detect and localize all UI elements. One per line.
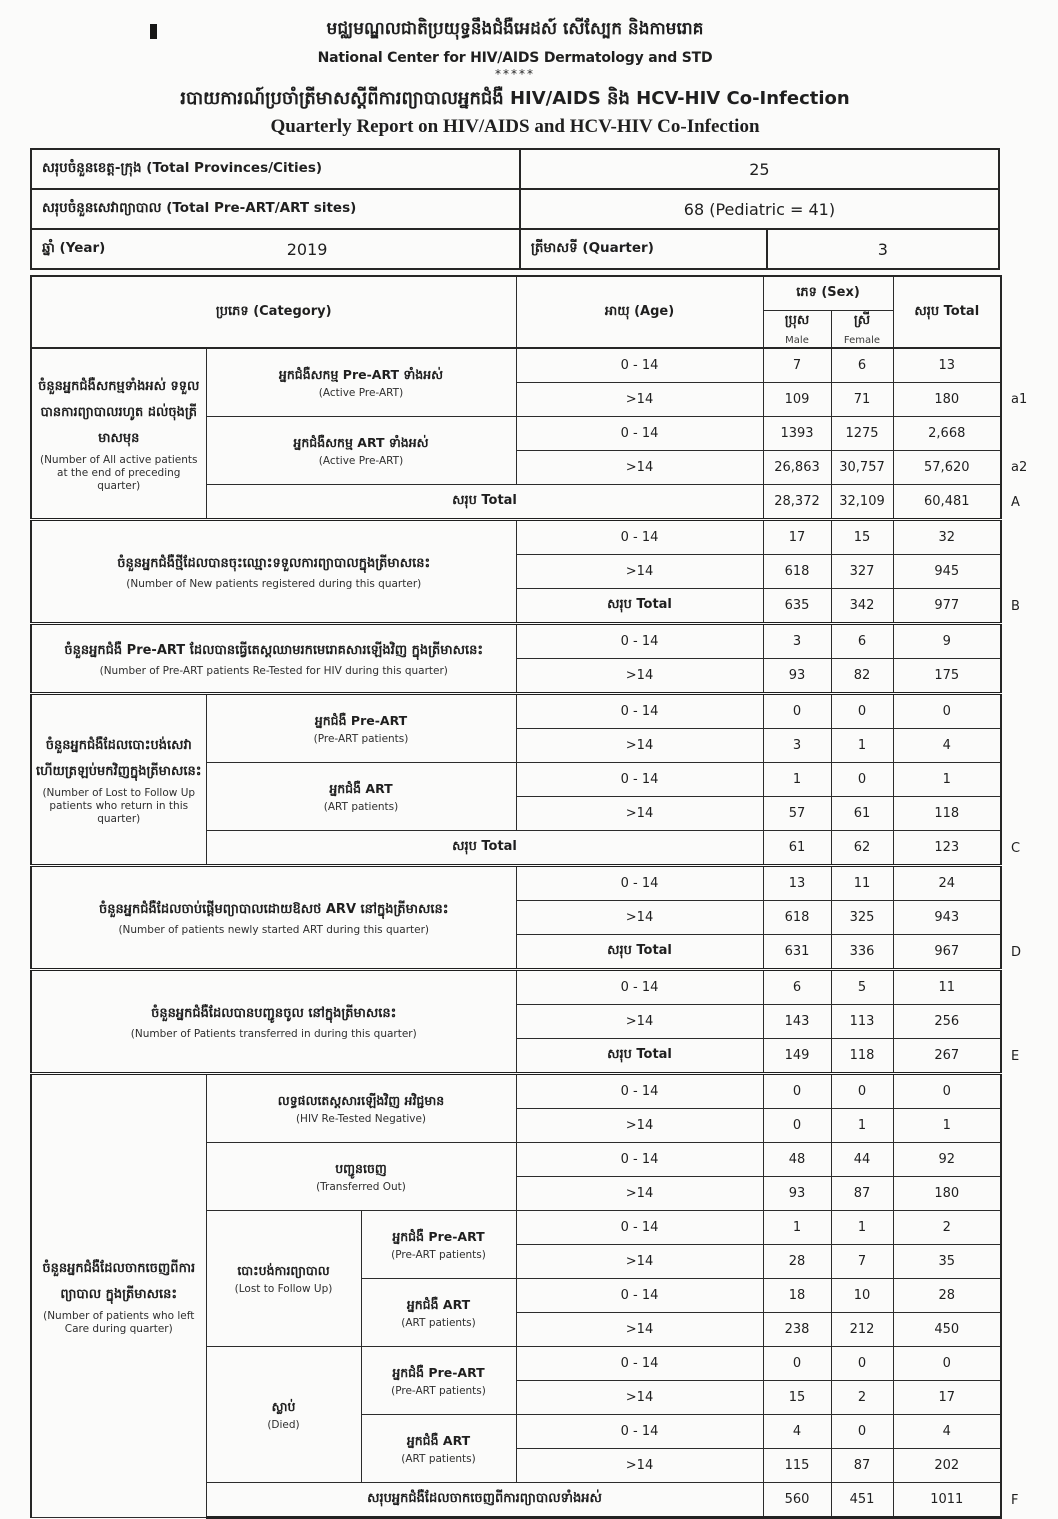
col-header-female [831, 311, 893, 349]
margin-tag [1001, 624, 1037, 659]
table-row [31, 520, 1037, 555]
age-cell: 0 - 14 [516, 1074, 763, 1109]
quarter-label: ត្រីមាសទី (Quarter) [520, 229, 767, 269]
margin-tag-D: D [1011, 944, 1022, 960]
age-cell: >14 [516, 1177, 763, 1211]
total-value: 2,668 [893, 417, 1001, 451]
total-value: 4 [893, 1415, 1001, 1449]
group-label-khmer: ស្លាប់ [271, 1398, 296, 1414]
margin-tag-E: E [1011, 1048, 1020, 1064]
total-value: 4 [893, 729, 1001, 763]
total-value: 2 [893, 1211, 1001, 1245]
group-label-english: (HIV Re-Tested Negative) [295, 1113, 427, 1126]
male-value: 0 [763, 1074, 831, 1109]
female-value: 1 [831, 729, 893, 763]
col-header-age: អាយុ (Age) [516, 276, 763, 348]
table-row [31, 1074, 1037, 1109]
margin-tag [1001, 520, 1037, 555]
col-header-sex: ភេទ (Sex) [763, 276, 893, 311]
table-row [31, 189, 999, 229]
male-value: 15 [763, 1381, 831, 1415]
report-data-table [30, 275, 1037, 1519]
group-label-khmer: បញ្ជូនចេញ [335, 1160, 387, 1176]
subgroup-label-khmer: អ្នកជំងឺ Pre-ART [392, 1364, 485, 1380]
total-value: 1 [893, 1109, 1001, 1143]
margin-tag [1001, 901, 1037, 935]
female-value: 7 [831, 1245, 893, 1279]
col-header-total: សរុប Total [893, 276, 1001, 348]
age-cell: 0 - 14 [516, 1279, 763, 1313]
table-row [31, 694, 1037, 729]
section-e-total-label: សរុប Total [516, 1039, 763, 1074]
section-c-label [31, 694, 206, 866]
male-value: 0 [763, 694, 831, 729]
age-cell: 0 - 14 [516, 348, 763, 383]
age-cell: >14 [516, 1109, 763, 1143]
male-value: 618 [763, 555, 831, 589]
col-header-male [763, 311, 831, 349]
total-value: 256 [893, 1005, 1001, 1039]
subgroup-label-english: (ART patients) [401, 1317, 476, 1330]
male-value: 635 [763, 589, 831, 624]
table-row [31, 348, 1037, 383]
female-value: 336 [831, 935, 893, 970]
margin-tag [1001, 1381, 1037, 1415]
female-value: 118 [831, 1039, 893, 1074]
margin-tag [1001, 555, 1037, 589]
margin-tag [1001, 1211, 1037, 1245]
group-label-english: (Lost to Follow Up) [234, 1283, 333, 1296]
total-value: 32 [893, 520, 1001, 555]
section-b-label [31, 520, 516, 624]
female-value: 0 [831, 1347, 893, 1381]
margin-tag [1001, 1347, 1037, 1381]
male-value: 631 [763, 935, 831, 970]
female-value: 5 [831, 970, 893, 1005]
male-value: 7 [763, 348, 831, 383]
female-value: 0 [831, 1074, 893, 1109]
male-value: 48 [763, 1143, 831, 1177]
section-d-label-english: (Number of patients newly started ART during this quarter) [118, 924, 430, 937]
section-c-total-label: សរុប Total [206, 831, 763, 866]
male-value: 4 [763, 1415, 831, 1449]
total-value: 267 [893, 1039, 1001, 1074]
section-e-label [31, 970, 516, 1074]
total-value: 118 [893, 797, 1001, 831]
age-cell: 0 - 14 [516, 624, 763, 659]
female-value: 342 [831, 589, 893, 624]
group-label-khmer: អ្នកជំងឺសកម្ម Pre-ART ទាំងអស់ [278, 366, 444, 382]
table-row [31, 866, 1037, 901]
female-value: 325 [831, 901, 893, 935]
section-d-label [31, 866, 516, 970]
total-value: 17 [893, 1381, 1001, 1415]
margin-tag-B: B [1011, 598, 1020, 614]
male-value: 28 [763, 1245, 831, 1279]
age-cell: >14 [516, 901, 763, 935]
table-row [31, 624, 1037, 659]
scan-artifact [150, 24, 157, 39]
female-value: 62 [831, 831, 893, 866]
total-value: 60,481 [893, 485, 1001, 520]
section-d-label-khmer: ចំនួនអ្នកជំងឺដែលចាប់ផ្ដើមព្យាបាលដោយឱសថ ARV នៅក្នុងត្រីមាសនេះ [98, 901, 449, 917]
male-value: 93 [763, 1177, 831, 1211]
margin-tag [1001, 763, 1037, 797]
margin-tag-F: F [1011, 1492, 1019, 1508]
subgroup-label-english: (Pre-ART patients) [391, 1249, 486, 1262]
group-label-retest-negative [206, 1074, 516, 1143]
subgroup-label-english: (Pre-ART patients) [391, 1385, 486, 1398]
year-row [42, 239, 509, 259]
age-cell: >14 [516, 555, 763, 589]
female-value: 0 [831, 763, 893, 797]
section-a-total-label: សរុប Total [206, 485, 763, 520]
female-value: 10 [831, 1279, 893, 1313]
total-value: 943 [893, 901, 1001, 935]
total-value: 180 [893, 1177, 1001, 1211]
male-value: 618 [763, 901, 831, 935]
age-cell: >14 [516, 1005, 763, 1039]
male-value: 238 [763, 1313, 831, 1347]
quarter-value: 3 [767, 229, 999, 269]
total-value: 9 [893, 624, 1001, 659]
age-cell: >14 [516, 797, 763, 831]
total-value: 0 [893, 1347, 1001, 1381]
margin-tag [1001, 1143, 1037, 1177]
group-label-preart [206, 694, 516, 763]
female-value: 1 [831, 1109, 893, 1143]
subgroup-label-english: (ART patients) [401, 1453, 476, 1466]
margin-tag [1001, 694, 1037, 729]
total-value: 1 [893, 763, 1001, 797]
male-value: 93 [763, 659, 831, 694]
section-b-label-khmer: ចំនួនអ្នកជំងឺថ្មីដែលបានចុះឈ្មោះទទួលការព្យាបាលក្នុងត្រីមាសនេះ [117, 555, 431, 571]
male-label-khmer: ប្រុស [784, 313, 810, 328]
sites-value: 68 (Pediatric = 41) [520, 189, 999, 229]
male-value: 18 [763, 1279, 831, 1313]
total-value: 13 [893, 348, 1001, 383]
margin-tag [1001, 1449, 1037, 1483]
male-value: 6 [763, 970, 831, 1005]
margin-tag [1001, 1245, 1037, 1279]
age-cell: >14 [516, 729, 763, 763]
age-cell: 0 - 14 [516, 1415, 763, 1449]
total-value: 1011 [893, 1483, 1001, 1518]
section-f-label-english: (Number of patients who left Care during quarter) [43, 1309, 195, 1335]
provinces-value: 25 [520, 149, 999, 189]
total-value: 967 [893, 935, 1001, 970]
section-d-total-label: សរុប Total [516, 935, 763, 970]
margin-tag-C: C [1011, 840, 1021, 856]
age-cell: >14 [516, 1245, 763, 1279]
section-retest-label [31, 624, 516, 694]
male-value: 3 [763, 624, 831, 659]
age-cell: >14 [516, 383, 763, 417]
total-value: 11 [893, 970, 1001, 1005]
age-cell: 0 - 14 [516, 417, 763, 451]
margin-tag-A: A [1011, 494, 1020, 510]
age-cell: 0 - 14 [516, 1143, 763, 1177]
male-value: 28,372 [763, 485, 831, 520]
year-value: 2019 [286, 239, 328, 259]
total-value: 0 [893, 694, 1001, 729]
report-info-table [30, 148, 1000, 270]
section-f-label-khmer: ចំនួនអ្នកជំងឺដែលចាកចេញពីការព្យាបាល ក្នុងត្រីមាសនេះ [42, 1260, 196, 1302]
report-title-english: Quarterly Report on HIV/AIDS and HCV-HIV Co-Infection [270, 116, 760, 137]
section-e-label-english: (Number of Patients transferred in during this quarter) [130, 1028, 417, 1041]
male-value: 109 [763, 383, 831, 417]
total-value: 24 [893, 866, 1001, 901]
male-value: 149 [763, 1039, 831, 1074]
male-value: 57 [763, 797, 831, 831]
group-label-art [206, 763, 516, 831]
total-value: 977 [893, 589, 1001, 624]
male-value: 0 [763, 1347, 831, 1381]
group-label-died [206, 1347, 361, 1483]
group-label-khmer: អ្នកជំងឺសកម្ម ART ទាំងអស់ [293, 434, 429, 450]
female-value: 11 [831, 866, 893, 901]
female-value: 6 [831, 624, 893, 659]
margin-tag [1001, 1313, 1037, 1347]
female-value: 87 [831, 1177, 893, 1211]
sites-label: សរុបចំនួនសេវាព្យាបាល (Total Pre-ART/ART sites) [31, 189, 520, 229]
margin-tag [1001, 1177, 1037, 1211]
section-c-label-english: (Number of Lost to Follow Up patients who return in this quarter) [42, 786, 196, 826]
subgroup-label-khmer: អ្នកជំងឺ ART [406, 1296, 471, 1312]
age-cell: >14 [516, 1313, 763, 1347]
margin-tag [1001, 866, 1037, 901]
male-value: 143 [763, 1005, 831, 1039]
female-value: 82 [831, 659, 893, 694]
female-value: 451 [831, 1483, 893, 1518]
female-value: 327 [831, 555, 893, 589]
male-value: 0 [763, 1109, 831, 1143]
stars-divider: ***** [495, 67, 535, 81]
female-label-khmer: ស្រី [853, 313, 871, 328]
total-value: 123 [893, 831, 1001, 866]
group-label-english: (Active Pre-ART) [318, 387, 404, 400]
group-label-active-art [206, 417, 516, 485]
table-row [31, 149, 999, 189]
male-value: 26,863 [763, 451, 831, 485]
margin-tag [1001, 1005, 1037, 1039]
female-value: 61 [831, 797, 893, 831]
total-value: 180 [893, 383, 1001, 417]
age-cell: >14 [516, 1381, 763, 1415]
margin-tag [1001, 797, 1037, 831]
section-f-label [31, 1074, 206, 1518]
margin-tag [1001, 659, 1037, 694]
female-value: 0 [831, 1415, 893, 1449]
section-b-total-label: សរុប Total [516, 589, 763, 624]
subgroup-label-art [361, 1279, 516, 1347]
group-label-khmer: បោះបង់ការព្យាបាល [237, 1262, 330, 1278]
group-label-active-preart [206, 348, 516, 417]
male-value: 1 [763, 1211, 831, 1245]
age-cell: 0 - 14 [516, 520, 763, 555]
age-cell: 0 - 14 [516, 694, 763, 729]
female-value: 15 [831, 520, 893, 555]
section-a-label-khmer: ចំនួនអ្នកជំងឺសកម្មទាំងអស់ ទទួលបានការព្យាបាលរហូត ដល់ចុងត្រីមាសមុន [38, 378, 200, 446]
subgroup-label-khmer: អ្នកជំងឺ Pre-ART [392, 1228, 485, 1244]
group-label-english: (Active Pre-ART) [318, 455, 404, 468]
section-f-footer-label: សរុបអ្នកជំងឺដែលចាកចេញពីការព្យាបាលទាំងអស់ [206, 1483, 763, 1518]
group-label-khmer: លទ្ធផលតេស្តសារឡើងវិញ អវិជ្ជមាន [277, 1092, 445, 1108]
female-value: 1 [831, 1211, 893, 1245]
male-value: 560 [763, 1483, 831, 1518]
female-value: 32,109 [831, 485, 893, 520]
section-retest-label-khmer: ចំនួនអ្នកជំងឺ Pre-ART ដែលបានធ្វើតេស្តឈាមរកមេរោគសារឡើងវិញ ក្នុងត្រីមាសនេះ [64, 642, 484, 658]
age-cell: 0 - 14 [516, 1347, 763, 1381]
age-cell: 0 - 14 [516, 970, 763, 1005]
female-value: 87 [831, 1449, 893, 1483]
male-label-english: Male [785, 335, 809, 346]
female-value: 113 [831, 1005, 893, 1039]
margin-tag [1001, 1109, 1037, 1143]
female-value: 212 [831, 1313, 893, 1347]
document-header [30, 18, 1000, 138]
total-value: 92 [893, 1143, 1001, 1177]
group-label-english: (Transferred Out) [316, 1181, 406, 1194]
total-value: 945 [893, 555, 1001, 589]
male-value: 61 [763, 831, 831, 866]
subgroup-label-preart [361, 1347, 516, 1415]
org-title-english: National Center for HIV/AIDS Dermatology and STD [317, 50, 713, 66]
total-value: 202 [893, 1449, 1001, 1483]
margin-tag [1001, 729, 1037, 763]
subgroup-label-khmer: អ្នកជំងឺ ART [406, 1432, 471, 1448]
report-title-khmer: របាយការណ៍ប្រចាំត្រីមាសស្តីពីការព្យាបាលអ្នកជំងឺ HIV/AIDS និង HCV-HIV Co-Infection [180, 88, 850, 109]
margin-tag [1001, 417, 1037, 451]
female-value: 44 [831, 1143, 893, 1177]
year-cell [31, 229, 520, 269]
year-label: ឆ្នាំ (Year) [42, 240, 106, 256]
margin-tag [1001, 348, 1037, 383]
provinces-label: សរុបចំនួនខេត្ត-ក្រុង (Total Provinces/Cities) [31, 149, 520, 189]
total-value: 175 [893, 659, 1001, 694]
table-row [31, 229, 999, 269]
female-value: 2 [831, 1381, 893, 1415]
group-label-khmer: អ្នកជំងឺ Pre-ART [314, 712, 408, 728]
table-row [31, 970, 1037, 1005]
male-value: 13 [763, 866, 831, 901]
margin-tag-a1: a1 [1011, 392, 1028, 407]
age-cell: 0 - 14 [516, 1211, 763, 1245]
female-value: 1275 [831, 417, 893, 451]
section-c-label-khmer: ចំនួនអ្នកជំងឺដែលបោះបង់សេវា ហើយត្រឡប់មកវិញក្នុងត្រីមាសនេះ [36, 737, 202, 779]
margin-tag-a2: a2 [1011, 460, 1028, 475]
group-label-english: (ART patients) [323, 801, 399, 814]
subgroup-label-art [361, 1415, 516, 1483]
female-value: 30,757 [831, 451, 893, 485]
section-retest-label-english: (Number of Pre-ART patients Re-Tested for HIV during this quarter) [99, 665, 448, 678]
margin-tag [1001, 970, 1037, 1005]
subgroup-label-preart [361, 1211, 516, 1279]
org-title-khmer: មជ្ឈមណ្ឌលជាតិប្រយុទ្ធនឹងជំងឺអេដស៍ សើស្បែក និងកាមរោគ [326, 19, 704, 39]
table-header-row [31, 276, 1037, 311]
female-label-english: Female [843, 335, 881, 346]
group-label-english: (Died) [267, 1419, 300, 1432]
margin-tag [1001, 1415, 1037, 1449]
female-value: 6 [831, 348, 893, 383]
age-cell: >14 [516, 659, 763, 694]
male-value: 115 [763, 1449, 831, 1483]
margin-tag [1001, 276, 1037, 348]
group-label-english: (Pre-ART patients) [313, 733, 409, 746]
age-cell: >14 [516, 1449, 763, 1483]
group-label-ltfu [206, 1211, 361, 1347]
female-value: 0 [831, 694, 893, 729]
col-header-category: ប្រភេទ (Category) [31, 276, 516, 348]
total-value: 35 [893, 1245, 1001, 1279]
male-value: 3 [763, 729, 831, 763]
male-value: 17 [763, 520, 831, 555]
age-cell: 0 - 14 [516, 763, 763, 797]
male-value: 1 [763, 763, 831, 797]
age-cell: 0 - 14 [516, 866, 763, 901]
group-label-khmer: អ្នកជំងឺ ART [329, 780, 393, 796]
margin-tag [1001, 1279, 1037, 1313]
male-value: 1393 [763, 417, 831, 451]
group-label-transferred-out [206, 1143, 516, 1211]
age-cell: >14 [516, 451, 763, 485]
section-a-label [31, 348, 206, 520]
total-value: 28 [893, 1279, 1001, 1313]
margin-tag [1001, 1074, 1037, 1109]
section-e-label-khmer: ចំនួនអ្នកជំងឺដែលបានបញ្ជូនចូល នៅក្នុងត្រីមាសនេះ [151, 1005, 397, 1021]
section-a-label-english: (Number of All active patients at the end of preceding quarter) [39, 453, 198, 493]
total-value: 57,620 [893, 451, 1001, 485]
total-value: 0 [893, 1074, 1001, 1109]
section-b-label-english: (Number of New patients registered during this quarter) [126, 578, 422, 591]
female-value: 71 [831, 383, 893, 417]
total-value: 450 [893, 1313, 1001, 1347]
